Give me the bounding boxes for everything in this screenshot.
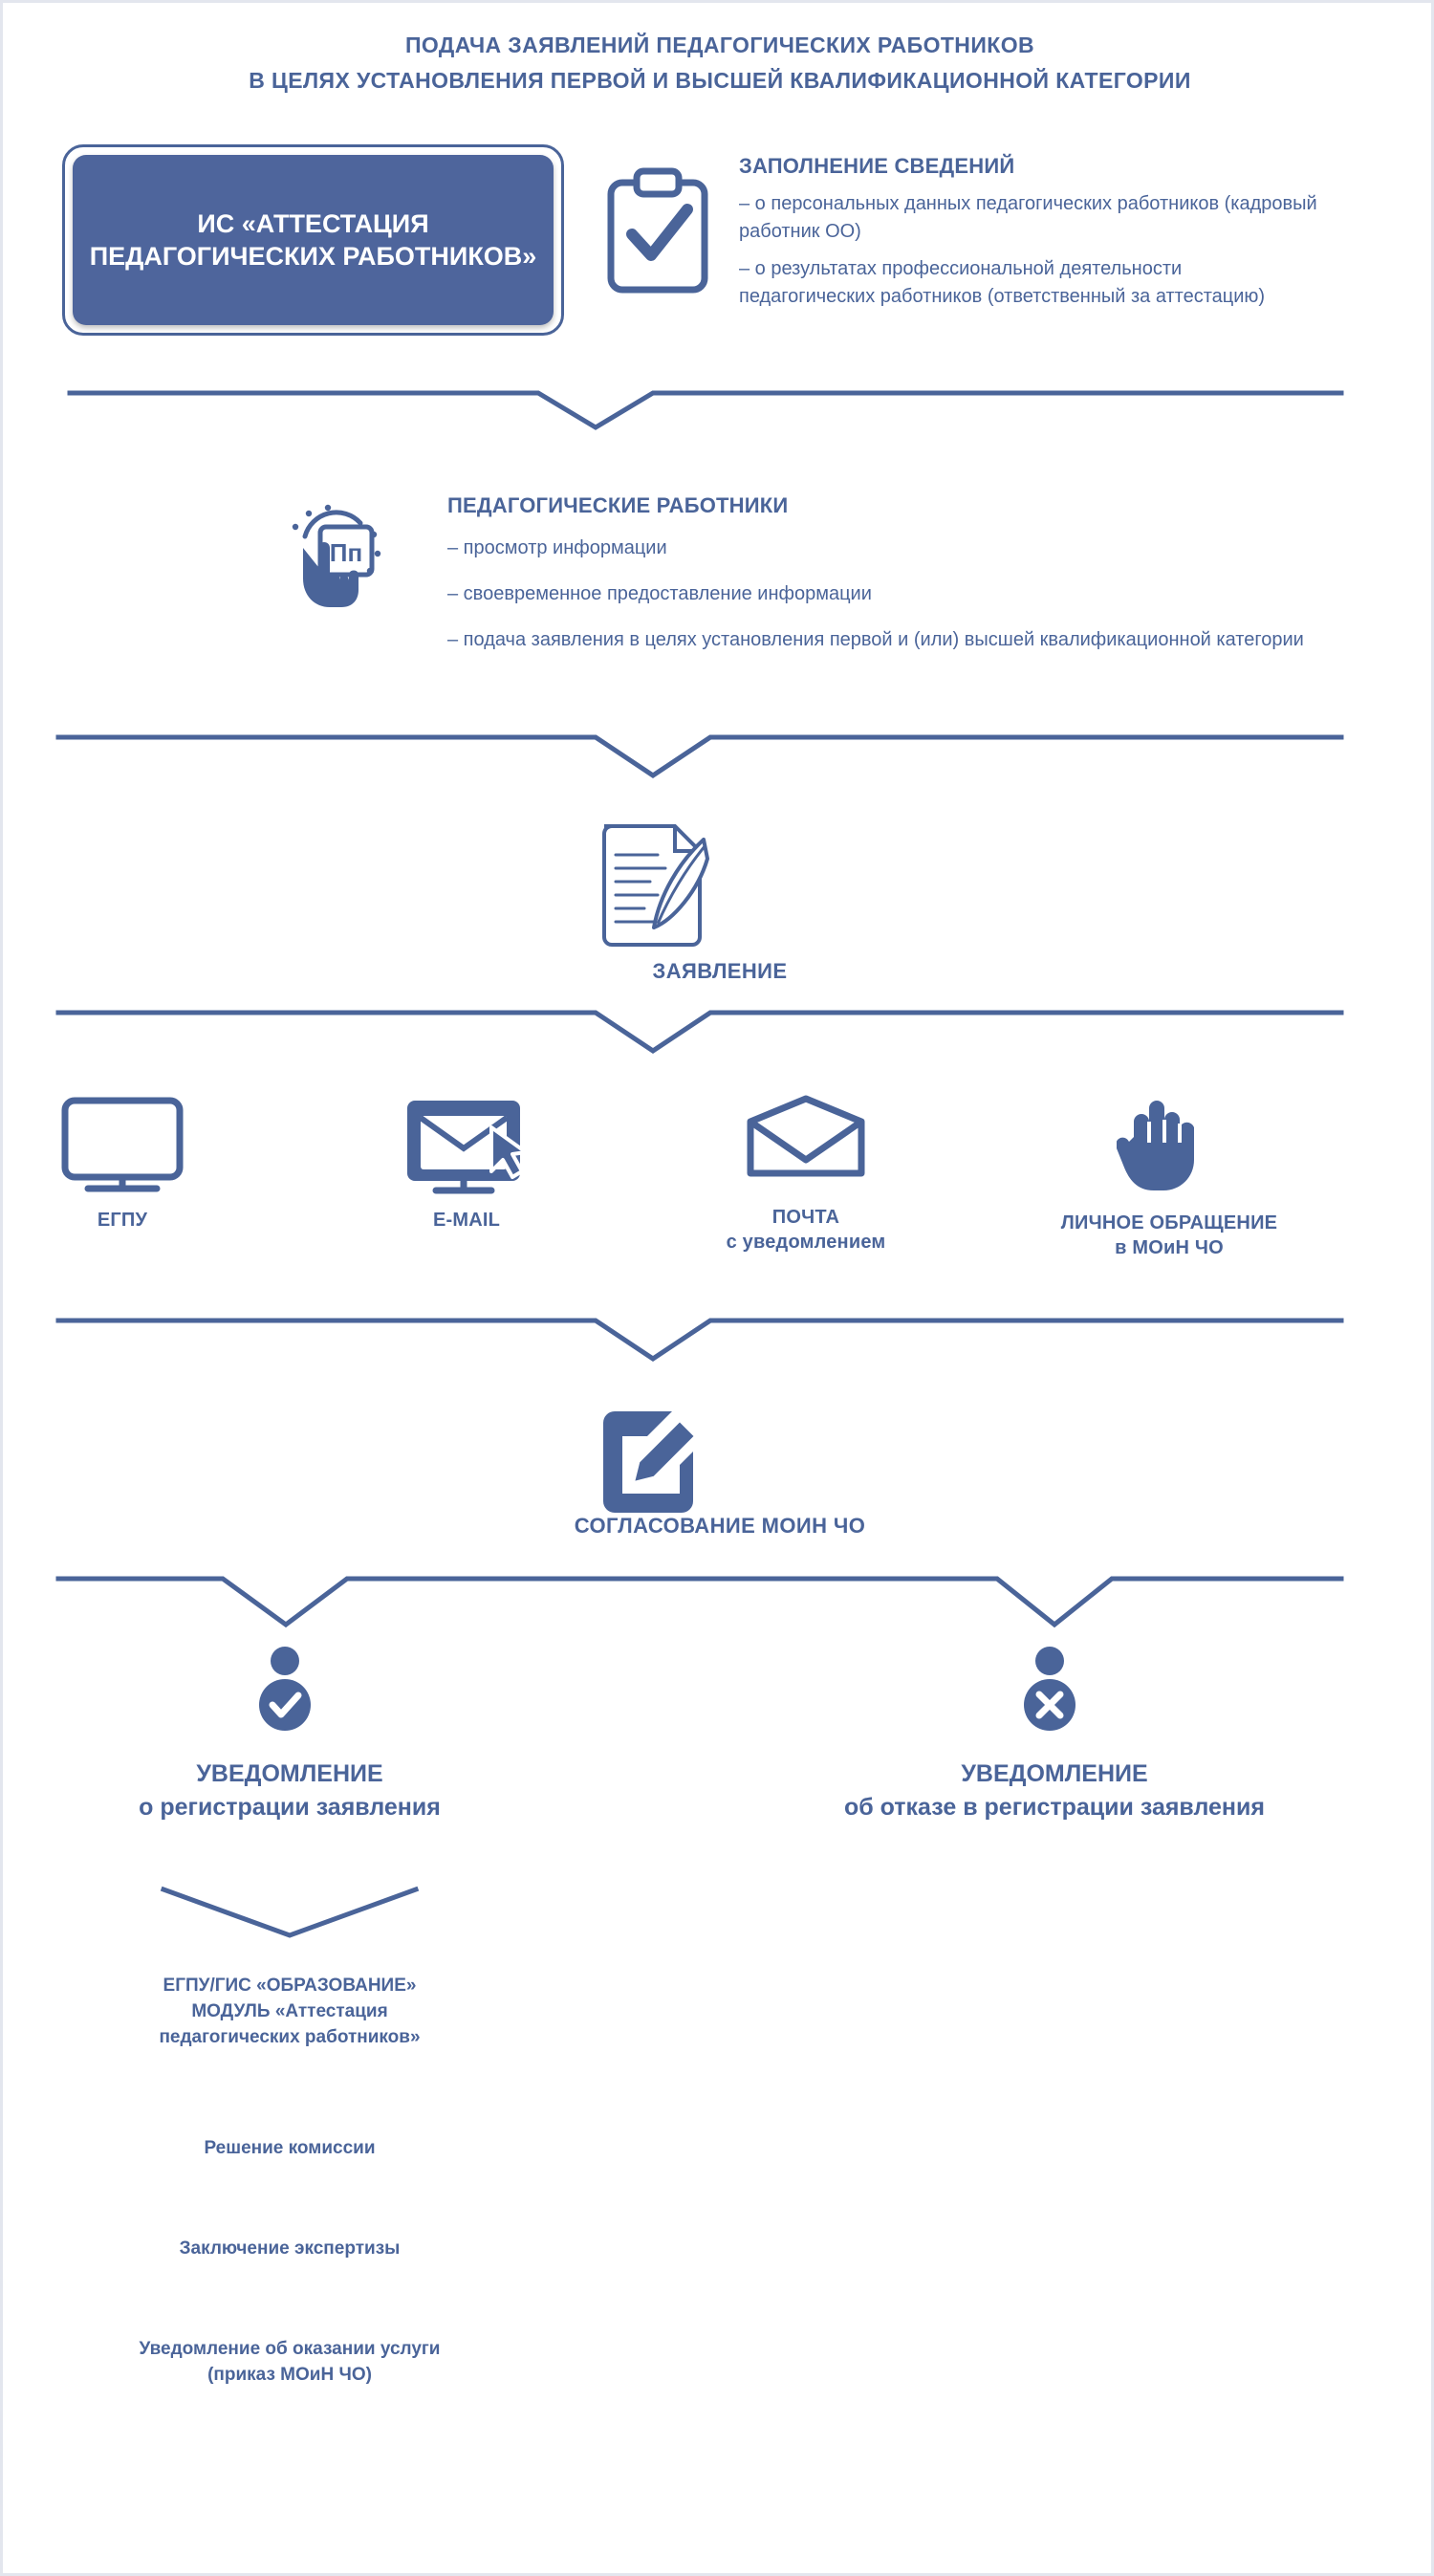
list-item: – о персональных данных педагогических работников (кадровый работник ОО) (739, 193, 1317, 242)
person-check-icon (253, 1646, 316, 1732)
result-step-line1: ЕГПУ/ГИС «ОБРАЗОВАНИЕ» (163, 1976, 417, 1996)
connector-band-1 (3, 385, 1434, 433)
notification-registered (60, 1757, 519, 1824)
notification-title: УВЕДОМЛЕНИЕ (961, 1760, 1148, 1787)
notification-subtitle: о регистрации заявления (139, 1794, 441, 1821)
list-item: – своевременное предоставление информации (447, 583, 872, 604)
channel-label: ЛИЧНОЕ ОБРАЩЕНИЕ (1060, 1212, 1278, 1233)
result-step-commission (32, 2135, 548, 2161)
notification-rejected (825, 1757, 1284, 1824)
connector-band-5 (3, 1571, 1434, 1638)
channel-label: ЕГПУ (97, 1210, 148, 1231)
person-cross-icon (1018, 1646, 1081, 1732)
page-title-line1: ПОДАЧА ЗАЯВЛЕНИЙ ПЕДАГОГИЧЕСКИХ РАБОТНИКОВ (404, 33, 1034, 57)
notification-title: УВЕДОМЛЕНИЕ (196, 1760, 383, 1787)
approval-label: СОГЛАСОВАНИЕ МОИН ЧО (574, 1514, 866, 1538)
document-quill-icon (591, 820, 715, 954)
result-step-line2: МОДУЛЬ «Аттестация (191, 2001, 388, 2021)
result-step-portal (32, 1973, 548, 2050)
teachers-section-title: ПЕДАГОГИЧЕСКИЕ РАБОТНИКИ (447, 493, 789, 517)
teachers-section-list (447, 535, 1336, 672)
hand-click-icon (271, 492, 395, 617)
fill-section-list (739, 190, 1322, 320)
channel-email (357, 1093, 576, 1233)
fill-section-title: ЗАПОЛНЕНИЕ СВЕДЕНИЙ (739, 154, 1015, 178)
result-step-line1: Уведомление об оказании услуги (139, 2339, 441, 2359)
connector-chevron-down (146, 1882, 433, 1949)
result-step-service-notice (32, 2336, 548, 2388)
channel-sublabel: в МОиН ЧО (1115, 1237, 1224, 1258)
notification-subtitle: об отказе в регистрации заявления (843, 1794, 1265, 1821)
connector-band-3 (3, 1005, 1434, 1062)
channel-label: E-MAIL (432, 1210, 501, 1231)
page-title (3, 28, 1434, 98)
channel-in-person (1045, 1093, 1293, 1260)
clipboard-check-icon (605, 167, 710, 296)
channel-egpu (12, 1093, 232, 1233)
application-label: ЗАЯВЛЕНИЕ (652, 959, 788, 983)
result-step-expertise (32, 2236, 548, 2261)
result-step-line1: Решение комиссии (204, 2138, 376, 2158)
list-item: – просмотр информации (447, 537, 667, 558)
result-step-line3: педагогических работников» (159, 2027, 421, 2047)
page-title-line2: В ЦЕЛЯХ УСТАНОВЛЕНИЯ ПЕРВОЙ И ВЫСШЕЙ КВАЛИФИКАЦИОННОЙ КАТЕГОРИИ (249, 68, 1191, 93)
system-box-label: ИС «АТТЕСТАЦИЯ ПЕДАГОГИЧЕСКИХ РАБОТНИКОВ» (73, 155, 554, 325)
channel-post (691, 1093, 921, 1255)
result-step-line1: Заключение экспертизы (179, 2238, 401, 2259)
list-item: – подача заявления в целях установления первой и (или) высшей квалификационной категории (447, 629, 1304, 650)
list-item: – о результатах профессиональной деятельности педагогических работников (ответственный за аттестацию) (739, 258, 1266, 307)
svg-text:Пп: Пп (329, 538, 363, 567)
connector-band-4 (3, 1313, 1434, 1370)
system-box (62, 144, 564, 336)
edit-pencil-icon (596, 1404, 710, 1518)
connector-band-2 (3, 730, 1434, 787)
result-step-line2: (приказ МОиН ЧО) (207, 2365, 372, 2385)
channel-label: ПОЧТА (771, 1207, 840, 1228)
channel-sublabel: с уведомлением (726, 1232, 886, 1253)
